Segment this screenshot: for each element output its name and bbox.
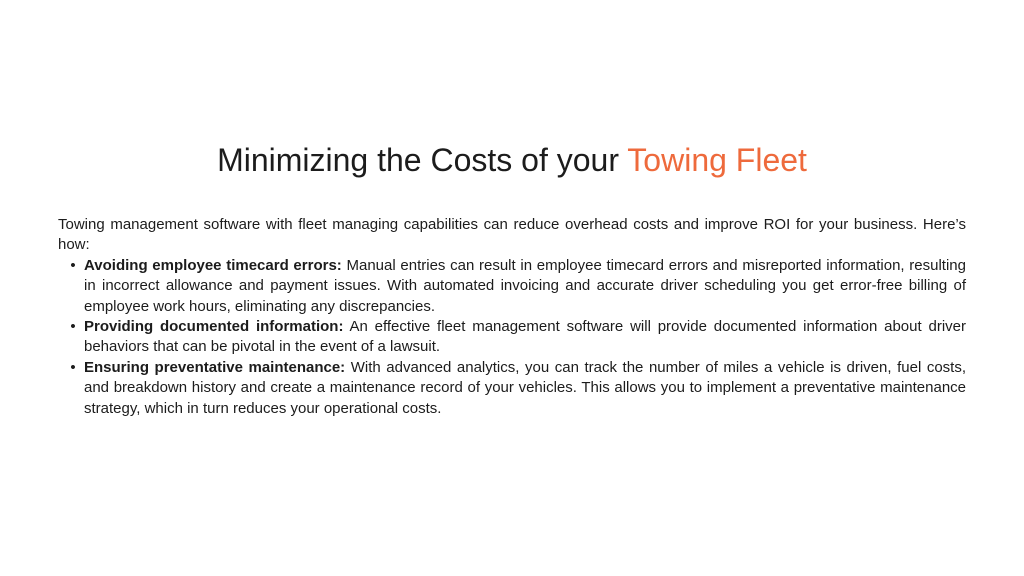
bullet-icon: •: [70, 318, 76, 336]
point-text: With advanced analytics, you can track the number of miles a vehicle is driven, fuel costs, and breakdown history and create a maintenance record of your vehicles. This allows you to implement a preventative maintenance strategy, which in turn reduces your operational costs.: [84, 358, 967, 417]
title-accent: Towing Fleet: [627, 142, 807, 178]
points-list: [58, 256, 966, 419]
slide-title: [0, 140, 1024, 180]
point-heading: Avoiding employee timecard errors:: [84, 256, 342, 274]
point-text: Manual entries can result in employee timecard errors and misreported information, resulting in incorrect allowance and payment issues. With automated invoicing and accurate driver scheduling you get error-free billing of employee work hours, eliminating any discrepancies.: [84, 256, 966, 315]
bullet-icon: •: [70, 256, 76, 274]
title-main: Minimizing the Costs of your: [217, 142, 628, 178]
point-heading: Ensuring preventative maintenance:: [84, 358, 346, 376]
list-item: [70, 256, 966, 317]
point-text: An effective fleet management software will provide documented information about driver behaviors that can be pivotal in the event of a lawsuit.: [84, 318, 966, 356]
point-heading: Providing documented information:: [84, 318, 344, 336]
list-item: [70, 317, 966, 358]
bullet-icon: •: [70, 358, 76, 376]
list-item: [70, 358, 967, 419]
intro-paragraph: Towing management software with fleet managing capabilities can reduce overhead costs and improve ROI for your business. Here’s how:: [58, 216, 966, 254]
slide-body: [58, 215, 966, 419]
